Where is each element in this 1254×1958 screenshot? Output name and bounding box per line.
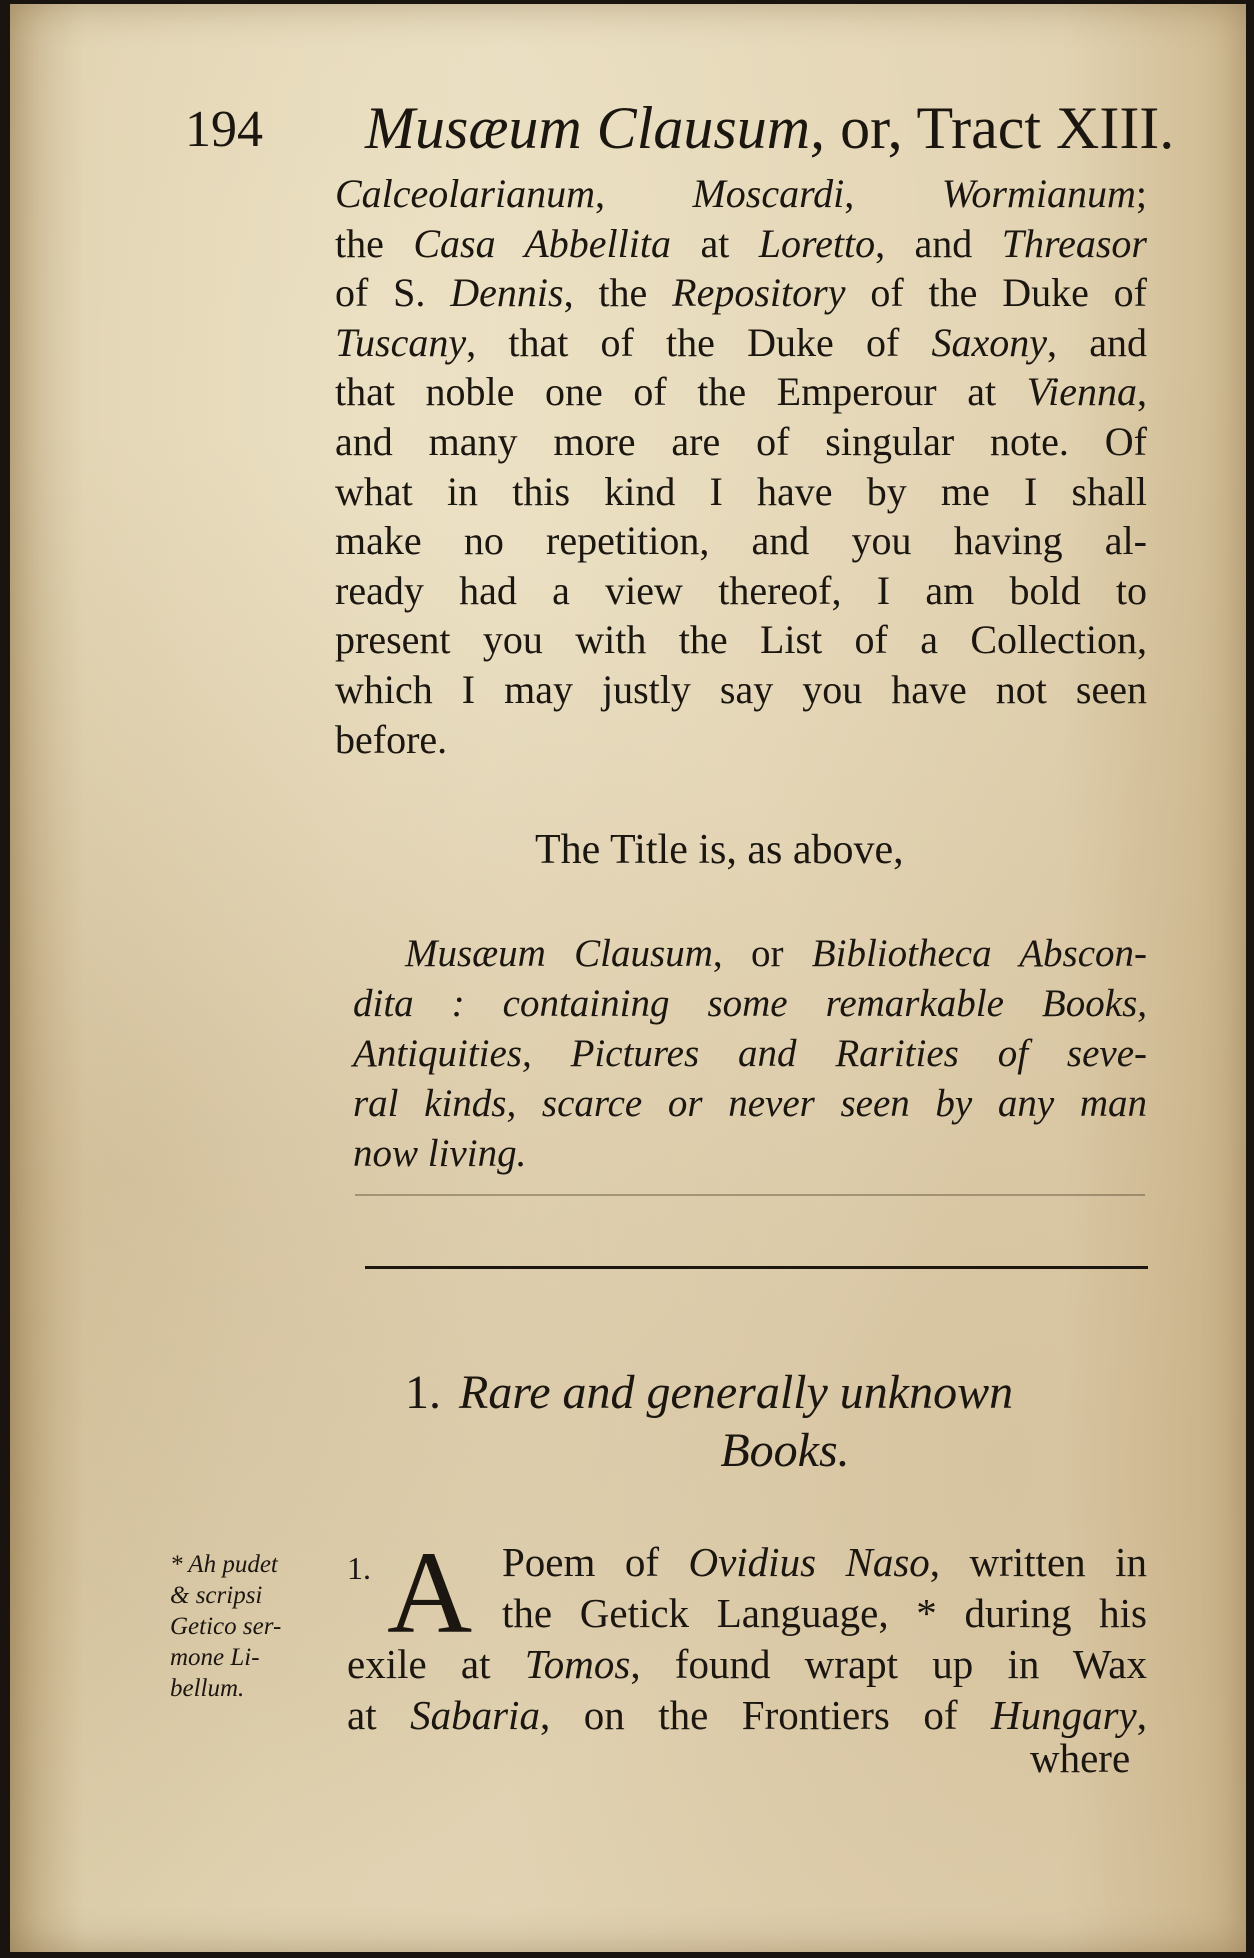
italic-text: Repository (672, 270, 846, 316)
title-line (353, 1079, 1147, 1129)
roman-text: ready had a view thereof, I am bold to (335, 567, 1147, 613)
title-line (353, 1129, 1147, 1179)
roman-text: , written in (929, 1539, 1147, 1585)
text-line (335, 467, 1147, 517)
roman-text: , (844, 171, 942, 216)
roman-text: Poem of (502, 1539, 689, 1585)
title-block (353, 929, 1147, 1179)
roman-text: , the (563, 270, 673, 316)
roman-text: at (670, 220, 759, 266)
italic-text: Threasor (1001, 220, 1147, 266)
roman-text: and many more are of singular note. Of (335, 418, 1147, 464)
roman-text: the Getick Language, * during his (502, 1590, 1147, 1636)
text-line (335, 566, 1147, 616)
roman-text: , and (875, 220, 1002, 266)
italic-text: Wormianum (941, 171, 1136, 216)
page-header (185, 94, 1175, 174)
running-head (365, 94, 1174, 163)
italic-text: dita : containing some remarkable Books, (353, 982, 1147, 1025)
roman-text: of S. (335, 270, 451, 316)
section-heading-line1 (405, 1364, 1125, 1422)
roman-text: of the Duke of (845, 270, 1147, 316)
italic-text: Vienna (1026, 369, 1137, 415)
roman-text: , (1136, 1692, 1147, 1738)
section-heading (405, 1364, 1125, 1480)
title-line (353, 929, 1147, 979)
text-line (335, 715, 1147, 765)
marginal-note-line: mone Li- (170, 1644, 260, 1671)
text-line (335, 169, 1147, 219)
page-number: 194 (185, 101, 263, 158)
section-title-line1: Rare and generally unknown (459, 1366, 1014, 1419)
section-number: 1. (405, 1366, 441, 1419)
italic-text: Loretto (758, 220, 876, 266)
italic-text: Antiquities, Pictures and Rarities of seve- (353, 1032, 1147, 1075)
italic-text: Calceolarianum (335, 171, 595, 216)
faint-rule (355, 1194, 1145, 1196)
body-paragraph (335, 169, 1147, 764)
italic-text: Tomos (524, 1641, 631, 1687)
roman-text: at (347, 1692, 411, 1738)
running-head-roman: or, Tract XIII. (825, 95, 1175, 161)
roman-text: , that of the Duke of (466, 319, 932, 365)
entry-lines-beside-cap (502, 1537, 1147, 1639)
section-title-line2: Books. (720, 1424, 850, 1477)
section-rule (365, 1266, 1148, 1269)
roman-text: , found wrapt up in Wax (630, 1641, 1147, 1687)
text-line (335, 665, 1147, 715)
catchword: where (1030, 1735, 1131, 1781)
italic-text: Sabaria (410, 1692, 540, 1738)
entry-line (502, 1537, 1147, 1588)
text-line (335, 219, 1147, 269)
text-line (335, 318, 1147, 368)
entry-line (347, 1639, 1147, 1690)
italic-text: now living. (353, 1132, 527, 1175)
entry-number: 1. (347, 1550, 371, 1586)
roman-text: present you with the List of a Collection, (335, 617, 1147, 663)
italic-text: Tuscany (335, 319, 467, 365)
marginal-note-line: bellum. (170, 1675, 245, 1702)
italic-text: Saxony (931, 319, 1048, 365)
text-line (335, 417, 1147, 467)
italic-text: Ovidius Naso (688, 1539, 930, 1585)
marginal-note-line: Getico ser- (170, 1613, 282, 1640)
entry-line (502, 1588, 1147, 1639)
roman-text: which I may justly say you have not seen (335, 666, 1147, 712)
italic-text: Casa Abbellita (413, 220, 671, 266)
roman-text: what in this kind I have by me I shall (335, 468, 1147, 514)
italic-text: Bibliotheca Abscon- (811, 932, 1147, 975)
text-line (335, 516, 1147, 566)
italic-text: Dennis (450, 270, 564, 316)
italic-text: Hungary (990, 1692, 1137, 1738)
entry-lines-full (347, 1639, 1147, 1741)
roman-text: ; (1135, 171, 1147, 216)
roman-text: the (335, 220, 414, 266)
roman-text: , and (1047, 319, 1147, 365)
running-head-italic: Musæum Clausum, (365, 95, 826, 161)
book-page (10, 4, 1246, 1952)
roman-text: make no repetition, and you having al- (335, 518, 1147, 564)
italic-text: ral kinds, scarce or never seen by any man (353, 1082, 1147, 1125)
roman-text: that noble one of the Emperour at (335, 369, 1027, 415)
italic-text: Musæum Clausum (405, 932, 713, 975)
roman-text: exile at (347, 1641, 525, 1687)
title-line (353, 979, 1147, 1029)
marginal-note (170, 1549, 340, 1704)
title-intro: The Title is, as above, (535, 827, 904, 873)
marginal-note-line: * Ah pudet (170, 1551, 278, 1578)
text-line (335, 615, 1147, 665)
entry-line (347, 1690, 1147, 1741)
marginal-note-line: & scripsi (170, 1582, 263, 1609)
title-line (353, 1029, 1147, 1079)
roman-text: , or (712, 932, 812, 975)
drop-cap: A (387, 1527, 473, 1658)
roman-text: , (1137, 369, 1147, 415)
roman-text: , on the Frontiers of (539, 1692, 991, 1738)
roman-text: , (594, 171, 693, 216)
text-line (335, 367, 1147, 417)
italic-text: Moscardi (692, 171, 845, 216)
roman-text: before. (335, 716, 448, 762)
text-line (335, 268, 1147, 318)
